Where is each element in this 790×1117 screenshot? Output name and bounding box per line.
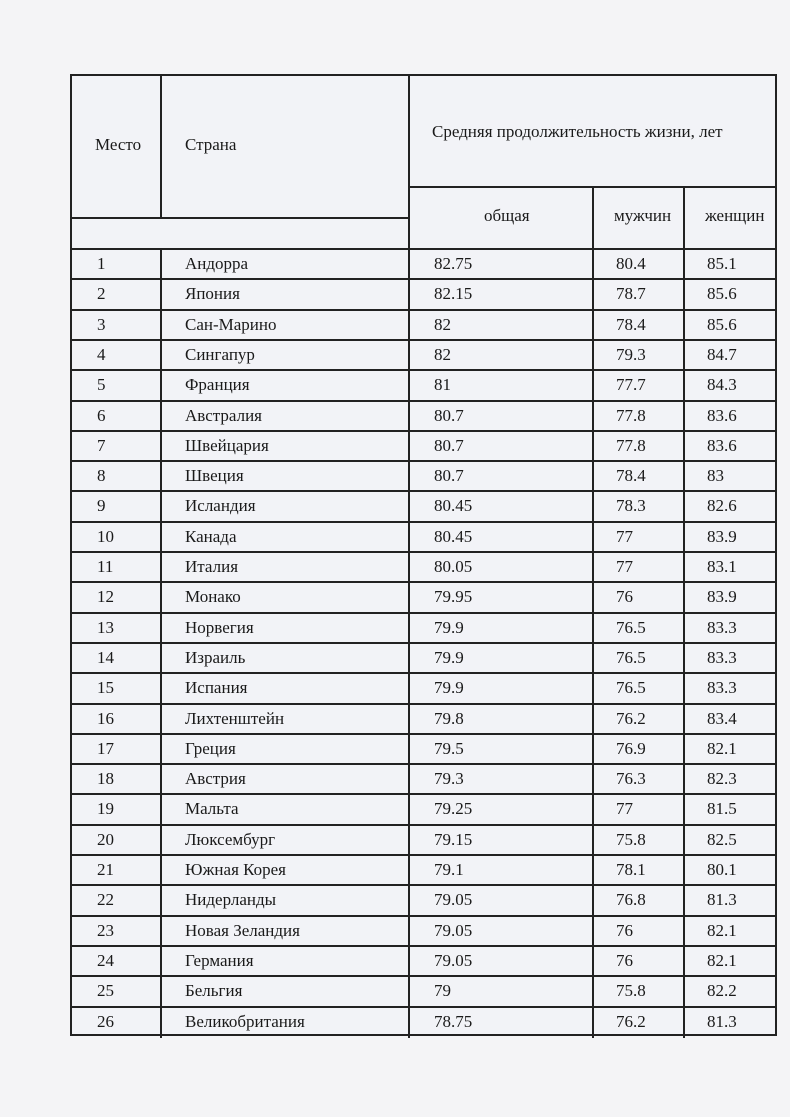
header-country: Страна — [185, 135, 237, 154]
cell-women: 83.9 — [707, 526, 737, 546]
cell-men: 76.9 — [616, 738, 646, 758]
cell-men: 78.1 — [616, 860, 646, 879]
cell-women: 82.3 — [707, 769, 737, 789]
table-row — [72, 278, 775, 308]
cell-men: 77.8 — [616, 435, 646, 455]
cell-country: Австрия — [185, 769, 246, 789]
cell-country: Лихтенштейн — [185, 708, 285, 728]
cell-men: 76 — [616, 587, 633, 607]
cell-rank: 8 — [97, 466, 106, 486]
cell-women: 82.6 — [707, 496, 737, 516]
cell-total: 78.75 — [434, 1011, 473, 1031]
divider — [408, 186, 775, 188]
header-life-expectancy: Средняя продолжительность жизни, лет — [432, 122, 723, 141]
cell-women: 85.6 — [707, 284, 737, 304]
table-row — [72, 612, 775, 642]
cell-women: 83.3 — [707, 647, 737, 667]
cell-rank: 10 — [97, 526, 114, 546]
cell-total: 82 — [434, 344, 451, 364]
cell-country: Новая Зеландия — [185, 920, 300, 940]
cell-men: 76.3 — [616, 769, 646, 789]
cell-rank: 2 — [97, 284, 106, 304]
cell-rank: 14 — [97, 647, 114, 667]
cell-total: 80.05 — [434, 557, 473, 576]
table-row — [72, 339, 775, 369]
table-row — [72, 824, 775, 854]
cell-total: 80.7 — [434, 405, 464, 425]
cell-total: 79.3 — [434, 769, 464, 789]
cell-men: 76.2 — [616, 708, 646, 728]
cell-men: 76.5 — [616, 678, 646, 698]
cell-women: 80.1 — [707, 860, 737, 879]
cell-total: 79.05 — [434, 920, 473, 940]
cell-total: 79.95 — [434, 587, 473, 607]
cell-women: 82.1 — [707, 738, 737, 758]
cell-rank: 6 — [97, 405, 106, 425]
table-row — [72, 915, 775, 945]
cell-men: 77 — [616, 526, 633, 546]
cell-total: 79 — [434, 981, 451, 1001]
cell-women: 81.3 — [707, 890, 737, 910]
table-row — [72, 945, 775, 975]
cell-total: 80.7 — [434, 466, 464, 486]
cell-men: 77 — [616, 557, 633, 576]
cell-total: 80.45 — [434, 496, 473, 516]
cell-total: 79.9 — [434, 617, 464, 637]
table-row — [72, 309, 775, 339]
cell-rank: 5 — [97, 375, 106, 395]
cell-women: 85.1 — [707, 254, 737, 273]
cell-total: 80.7 — [434, 435, 464, 455]
cell-men: 79.3 — [616, 344, 646, 364]
cell-rank: 15 — [97, 678, 114, 698]
cell-women: 82.1 — [707, 920, 737, 940]
cell-total: 79.9 — [434, 647, 464, 667]
cell-men: 78.3 — [616, 496, 646, 516]
cell-women: 82.1 — [707, 950, 737, 970]
table-row — [72, 490, 775, 520]
cell-women: 83.1 — [707, 557, 737, 576]
cell-women: 82.5 — [707, 829, 737, 849]
cell-men: 77 — [616, 799, 633, 819]
table-row — [72, 975, 775, 1005]
cell-country: Южная Корея — [185, 860, 286, 879]
cell-rank: 21 — [97, 860, 114, 879]
cell-country: Австралия — [185, 405, 262, 425]
cell-women: 83.3 — [707, 678, 737, 698]
cell-rank: 7 — [97, 435, 106, 455]
cell-country: Норвегия — [185, 617, 254, 637]
cell-total: 82.75 — [434, 254, 473, 273]
cell-rank: 17 — [97, 738, 114, 758]
header-total: общая — [484, 206, 530, 225]
cell-rank: 13 — [97, 617, 114, 637]
cell-women: 82.2 — [707, 981, 737, 1001]
cell-men: 77.7 — [616, 375, 646, 395]
cell-men: 76.5 — [616, 617, 646, 637]
cell-men: 76.2 — [616, 1011, 646, 1031]
cell-women: 81.5 — [707, 799, 737, 819]
cell-country: Германия — [185, 950, 254, 970]
cell-men: 75.8 — [616, 829, 646, 849]
cell-men: 80.4 — [616, 254, 646, 273]
cell-rank: 19 — [97, 799, 114, 819]
cell-men: 76.8 — [616, 890, 646, 910]
cell-men: 78.7 — [616, 284, 646, 304]
cell-country: Италия — [185, 557, 239, 576]
cell-men: 75.8 — [616, 981, 646, 1001]
cell-rank: 25 — [97, 981, 114, 1001]
cell-rank: 4 — [97, 344, 106, 364]
cell-country: Сан-Марино — [185, 314, 277, 334]
cell-country: Монако — [185, 587, 241, 607]
cell-total: 79.15 — [434, 829, 473, 849]
cell-women: 83.6 — [707, 405, 737, 425]
cell-total: 79.1 — [434, 860, 464, 879]
table-row — [72, 581, 775, 611]
cell-total: 81 — [434, 375, 451, 395]
table-row — [72, 642, 775, 672]
cell-women: 83 — [707, 466, 724, 486]
cell-women: 83.9 — [707, 587, 737, 607]
cell-rank: 20 — [97, 829, 114, 849]
cell-rank: 23 — [97, 920, 114, 940]
cell-women: 83.4 — [707, 708, 737, 728]
cell-country: Люксембург — [185, 829, 276, 849]
cell-country: Израиль — [185, 647, 246, 667]
cell-country: Япония — [185, 284, 240, 304]
header-rank: Место — [95, 135, 142, 154]
table-row — [72, 1006, 775, 1036]
cell-rank: 12 — [97, 587, 114, 607]
cell-country: Греция — [185, 738, 236, 758]
cell-country: Исландия — [185, 496, 256, 516]
cell-men: 78.4 — [616, 314, 646, 334]
cell-country: Швеция — [185, 466, 244, 486]
cell-women: 81.3 — [707, 1011, 737, 1031]
cell-rank: 1 — [97, 254, 106, 273]
cell-women: 83.6 — [707, 435, 737, 455]
cell-country: Бельгия — [185, 981, 243, 1001]
cell-women: 84.7 — [707, 344, 737, 364]
cell-country: Швейцария — [185, 435, 269, 455]
cell-country: Франция — [185, 375, 250, 395]
cell-women: 85.6 — [707, 314, 737, 334]
cell-country: Нидерланды — [185, 890, 277, 910]
table-row — [72, 521, 775, 551]
cell-total: 80.45 — [434, 526, 473, 546]
table-row — [72, 672, 775, 702]
table-row — [72, 248, 775, 278]
life-expectancy-table — [70, 74, 777, 1036]
header-men: мужчин — [614, 206, 672, 225]
cell-total: 79.25 — [434, 799, 473, 819]
table-row — [72, 460, 775, 490]
cell-country: Андорра — [185, 254, 249, 273]
cell-total: 82.15 — [434, 284, 473, 304]
cell-total: 79.9 — [434, 678, 464, 698]
divider — [72, 217, 408, 219]
cell-country: Великобритания — [185, 1011, 305, 1031]
table-row — [72, 551, 775, 581]
cell-rank: 26 — [97, 1011, 114, 1031]
table-row — [72, 793, 775, 823]
header-women: женщин — [705, 206, 765, 225]
cell-total: 82 — [434, 314, 451, 334]
cell-country: Канада — [185, 526, 237, 546]
cell-country: Мальта — [185, 799, 239, 819]
cell-women: 84.3 — [707, 375, 737, 395]
cell-total: 79.8 — [434, 708, 464, 728]
table-row — [72, 430, 775, 460]
cell-men: 77.8 — [616, 405, 646, 425]
table-row — [72, 763, 775, 793]
cell-rank: 3 — [97, 314, 106, 334]
cell-rank: 18 — [97, 769, 114, 789]
cell-rank: 9 — [97, 496, 106, 516]
cell-total: 79.05 — [434, 890, 473, 910]
cell-men: 76 — [616, 950, 633, 970]
cell-country: Сингапур — [185, 344, 255, 364]
table-row — [72, 703, 775, 733]
divider — [160, 76, 162, 218]
cell-country: Испания — [185, 678, 248, 698]
cell-men: 76 — [616, 920, 633, 940]
cell-rank: 24 — [97, 950, 114, 970]
cell-men: 76.5 — [616, 647, 646, 667]
cell-rank: 11 — [97, 557, 114, 576]
table-row — [72, 369, 775, 399]
table-row — [72, 854, 775, 884]
cell-women: 83.3 — [707, 617, 737, 637]
cell-rank: 22 — [97, 890, 114, 910]
cell-total: 79.05 — [434, 950, 473, 970]
table-row — [72, 884, 775, 914]
cell-rank: 16 — [97, 708, 114, 728]
cell-total: 79.5 — [434, 738, 464, 758]
table-row — [72, 733, 775, 763]
cell-men: 78.4 — [616, 466, 646, 486]
table-row — [72, 400, 775, 430]
